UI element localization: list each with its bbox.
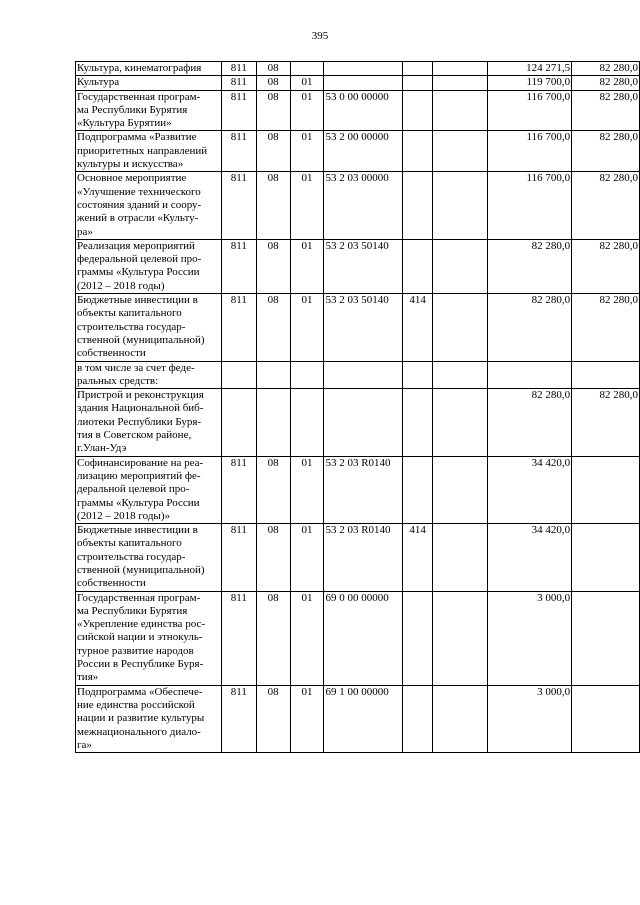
- budget-table: [75, 61, 640, 753]
- row-name-cell: Реализация мероприятий федеральной целевой про- граммы «Культура России (2012 – 2018 годы): [76, 239, 222, 293]
- target-article-cell: [324, 76, 403, 90]
- amount-cell-1: [432, 294, 487, 361]
- ministry-code-cell: [221, 389, 256, 456]
- target-article-cell: 69 1 00 00000: [324, 685, 403, 752]
- expense-type-cell: 414: [403, 524, 432, 591]
- table-row: [76, 456, 640, 523]
- amount-cell-3: 82 280,0: [572, 76, 640, 90]
- section-code-cell: 08: [256, 90, 290, 131]
- amount-cell-2: 82 280,0: [487, 294, 571, 361]
- amount-cell-3: [572, 591, 640, 685]
- ministry-code-cell: 811: [221, 90, 256, 131]
- table-row: [76, 62, 640, 76]
- expense-type-cell: [403, 76, 432, 90]
- section-code-cell: 08: [256, 524, 290, 591]
- amount-cell-2: 34 420,0: [487, 524, 571, 591]
- table-row: [76, 239, 640, 293]
- subsection-code-cell: [290, 62, 324, 76]
- amount-cell-2: 3 000,0: [487, 685, 571, 752]
- table-row: [76, 389, 640, 456]
- target-article-cell: [324, 361, 403, 389]
- row-name-cell: Культура: [76, 76, 222, 90]
- amount-cell-1: [432, 685, 487, 752]
- amount-cell-3: [572, 685, 640, 752]
- row-name-cell: Бюджетные инвестиции в объекты капитального строительства государ- ственной (муниципальной) собственности: [76, 524, 222, 591]
- amount-cell-2: 82 280,0: [487, 389, 571, 456]
- expense-type-cell: 414: [403, 294, 432, 361]
- amount-cell-2: 119 700,0: [487, 76, 571, 90]
- row-name-cell: Бюджетные инвестиции в объекты капитального строительства государ- ственной (муниципальной) собственности: [76, 294, 222, 361]
- section-code-cell: 08: [256, 76, 290, 90]
- row-name-cell: Культура, кинематография: [76, 62, 222, 76]
- subsection-code-cell: 01: [290, 294, 324, 361]
- amount-cell-1: [432, 361, 487, 389]
- table-row: [76, 294, 640, 361]
- subsection-code-cell: 01: [290, 524, 324, 591]
- subsection-code-cell: 01: [290, 591, 324, 685]
- ministry-code-cell: 811: [221, 239, 256, 293]
- budget-table-body: [76, 62, 640, 753]
- amount-cell-2: 124 271,5: [487, 62, 571, 76]
- table-row: [76, 685, 640, 752]
- section-code-cell: 08: [256, 172, 290, 239]
- amount-cell-3: [572, 361, 640, 389]
- amount-cell-2: 3 000,0: [487, 591, 571, 685]
- amount-cell-1: [432, 62, 487, 76]
- amount-cell-2: 116 700,0: [487, 90, 571, 131]
- amount-cell-3: 82 280,0: [572, 389, 640, 456]
- section-code-cell: 08: [256, 62, 290, 76]
- row-name-cell: Подпрограмма «Развитие приоритетных направлений культуры и искусства»: [76, 131, 222, 172]
- ministry-code-cell: 811: [221, 294, 256, 361]
- amount-cell-1: [432, 131, 487, 172]
- table-row: [76, 131, 640, 172]
- subsection-code-cell: [290, 361, 324, 389]
- amount-cell-1: [432, 456, 487, 523]
- amount-cell-1: [432, 389, 487, 456]
- ministry-code-cell: 811: [221, 76, 256, 90]
- amount-cell-2: [487, 361, 571, 389]
- amount-cell-3: 82 280,0: [572, 62, 640, 76]
- target-article-cell: 53 2 03 50140: [324, 294, 403, 361]
- target-article-cell: 53 2 03 R0140: [324, 456, 403, 523]
- row-name-cell: Пристрой и реконструкция здания Национальной биб- лиотеки Республики Буря- тия в Советском районе, г.Улан-Удэ: [76, 389, 222, 456]
- target-article-cell: [324, 389, 403, 456]
- section-code-cell: [256, 389, 290, 456]
- expense-type-cell: [403, 389, 432, 456]
- amount-cell-3: [572, 456, 640, 523]
- ministry-code-cell: 811: [221, 172, 256, 239]
- subsection-code-cell: 01: [290, 239, 324, 293]
- amount-cell-1: [432, 76, 487, 90]
- ministry-code-cell: 811: [221, 685, 256, 752]
- subsection-code-cell: 01: [290, 131, 324, 172]
- subsection-code-cell: 01: [290, 685, 324, 752]
- amount-cell-1: [432, 524, 487, 591]
- expense-type-cell: [403, 131, 432, 172]
- row-name-cell: в том числе за счет феде- ральных средств:: [76, 361, 222, 389]
- section-code-cell: 08: [256, 131, 290, 172]
- subsection-code-cell: 01: [290, 76, 324, 90]
- subsection-code-cell: [290, 389, 324, 456]
- amount-cell-3: [572, 524, 640, 591]
- section-code-cell: [256, 361, 290, 389]
- expense-type-cell: [403, 172, 432, 239]
- expense-type-cell: [403, 456, 432, 523]
- subsection-code-cell: 01: [290, 90, 324, 131]
- expense-type-cell: [403, 361, 432, 389]
- amount-cell-2: 116 700,0: [487, 172, 571, 239]
- page-number: 395: [311, 30, 329, 42]
- amount-cell-1: [432, 172, 487, 239]
- amount-cell-1: [432, 591, 487, 685]
- amount-cell-3: 82 280,0: [572, 172, 640, 239]
- section-code-cell: 08: [256, 294, 290, 361]
- target-article-cell: 53 2 03 50140: [324, 239, 403, 293]
- ministry-code-cell: 811: [221, 591, 256, 685]
- target-article-cell: 53 2 00 00000: [324, 131, 403, 172]
- expense-type-cell: [403, 591, 432, 685]
- table-row: [76, 76, 640, 90]
- amount-cell-1: [432, 90, 487, 131]
- section-code-cell: 08: [256, 239, 290, 293]
- amount-cell-3: 82 280,0: [572, 239, 640, 293]
- expense-type-cell: [403, 90, 432, 131]
- expense-type-cell: [403, 239, 432, 293]
- amount-cell-3: 82 280,0: [572, 131, 640, 172]
- ministry-code-cell: 811: [221, 62, 256, 76]
- subsection-code-cell: 01: [290, 456, 324, 523]
- subsection-code-cell: 01: [290, 172, 324, 239]
- row-name-cell: Основное мероприятие «Улучшение технического состояния зданий и соору- жений в отрасли «Культу- ра»: [76, 172, 222, 239]
- amount-cell-2: 82 280,0: [487, 239, 571, 293]
- target-article-cell: [324, 62, 403, 76]
- table-row: [76, 90, 640, 131]
- ministry-code-cell: 811: [221, 524, 256, 591]
- target-article-cell: 53 2 03 00000: [324, 172, 403, 239]
- expense-type-cell: [403, 685, 432, 752]
- row-name-cell: Государственная програм- ма Республики Бурятия «Укрепление единства рос- сийской нации и этнокуль- турное развитие народов России в Республике Буря- тия»: [76, 591, 222, 685]
- ministry-code-cell: 811: [221, 456, 256, 523]
- table-row: [76, 172, 640, 239]
- amount-cell-2: 116 700,0: [487, 131, 571, 172]
- amount-cell-3: 82 280,0: [572, 90, 640, 131]
- amount-cell-3: 82 280,0: [572, 294, 640, 361]
- ministry-code-cell: [221, 361, 256, 389]
- expense-type-cell: [403, 62, 432, 76]
- row-name-cell: Государственная програм- ма Республики Бурятия «Культура Бурятии»: [76, 90, 222, 131]
- section-code-cell: 08: [256, 685, 290, 752]
- table-row: [76, 361, 640, 389]
- target-article-cell: 69 0 00 00000: [324, 591, 403, 685]
- amount-cell-2: 34 420,0: [487, 456, 571, 523]
- amount-cell-1: [432, 239, 487, 293]
- row-name-cell: Подпрограмма «Обеспече- ние единства российской нации и развитие культуры межнационального диало- га»: [76, 685, 222, 752]
- section-code-cell: 08: [256, 591, 290, 685]
- ministry-code-cell: 811: [221, 131, 256, 172]
- target-article-cell: 53 0 00 00000: [324, 90, 403, 131]
- row-name-cell: Софинансирование на реа- лизацию мероприятий фе- деральной целевой про- граммы «Культура России (2012 – 2018 годы)»: [76, 456, 222, 523]
- table-row: [76, 591, 640, 685]
- section-code-cell: 08: [256, 456, 290, 523]
- table-row: [76, 524, 640, 591]
- target-article-cell: 53 2 03 R0140: [324, 524, 403, 591]
